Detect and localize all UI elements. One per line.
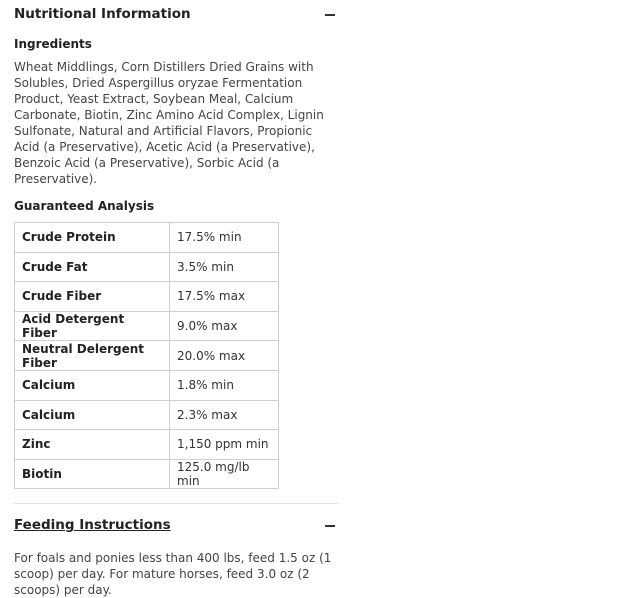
guaranteed-analysis-heading: Guaranteed Analysis: [14, 199, 155, 213]
minus-icon[interactable]: [322, 6, 338, 22]
ingredients-text: Wheat Middlings, Corn Distillers Dried Grains with Solubles, Dried Aspergillus oryzae Fermentation Product, Yeast Extract, Soybean Meal, Calcium Carbonate, Biotin, Zinc Amino Acid Complex, Lignin Sulfonate, Natural and Artificial Flavors, Propionic Acid (a Preservative), Acetic Acid (a Preservative), Benzoic Acid (a Preservative), Sorbic Acid (a Preservative).: [14, 60, 324, 186]
analysis-value: 17.5% min: [170, 223, 279, 253]
table-row: [15, 459, 279, 489]
section-divider: [14, 503, 338, 504]
analysis-value: 9.0% max: [170, 311, 279, 341]
table-row: [15, 252, 279, 282]
table-row: [15, 400, 279, 430]
table-row: [15, 223, 279, 253]
nutrition-section-title[interactable]: Nutritional Information: [14, 6, 191, 22]
table-row: [15, 430, 279, 460]
analysis-value: 20.0% max: [170, 341, 279, 371]
analysis-name: Crude Protein: [15, 223, 170, 253]
analysis-value: 125.0 mg/lb min: [170, 459, 279, 489]
analysis-value: 17.5% max: [170, 282, 279, 312]
analysis-name: Zinc: [15, 430, 170, 460]
table-row: [15, 311, 279, 341]
analysis-name: Neutral Delergent Fiber: [15, 341, 170, 371]
minus-icon[interactable]: [322, 517, 338, 533]
feeding-instructions-text: For foals and ponies less than 400 lbs, feed 1.5 oz (1 scoop) per day. For mature horses, feed 3.0 oz (2 scoops) per day.: [14, 551, 332, 598]
product-details-panel: [14, 0, 338, 598]
feeding-section-header[interactable]: [14, 514, 338, 542]
analysis-value: 2.3% max: [170, 400, 279, 430]
analysis-name: Acid Detergent Fiber: [15, 311, 170, 341]
table-row: [15, 282, 279, 312]
analysis-value: 1,150 ppm min: [170, 430, 279, 460]
analysis-value: 1.8% min: [170, 370, 279, 400]
analysis-name: Crude Fiber: [15, 282, 170, 312]
nutrition-section-header[interactable]: [14, 0, 338, 28]
analysis-value: 3.5% min: [170, 252, 279, 282]
guaranteed-analysis-table: [14, 222, 279, 489]
feeding-instructions-title[interactable]: Feeding Instructions: [14, 517, 171, 534]
table-row: [15, 370, 279, 400]
analysis-name: Calcium: [15, 370, 170, 400]
table-row: [15, 341, 279, 371]
analysis-name: Calcium: [15, 400, 170, 430]
analysis-name: Crude Fat: [15, 252, 170, 282]
ingredients-heading: Ingredients: [14, 37, 92, 51]
analysis-name: Biotin: [15, 459, 170, 489]
